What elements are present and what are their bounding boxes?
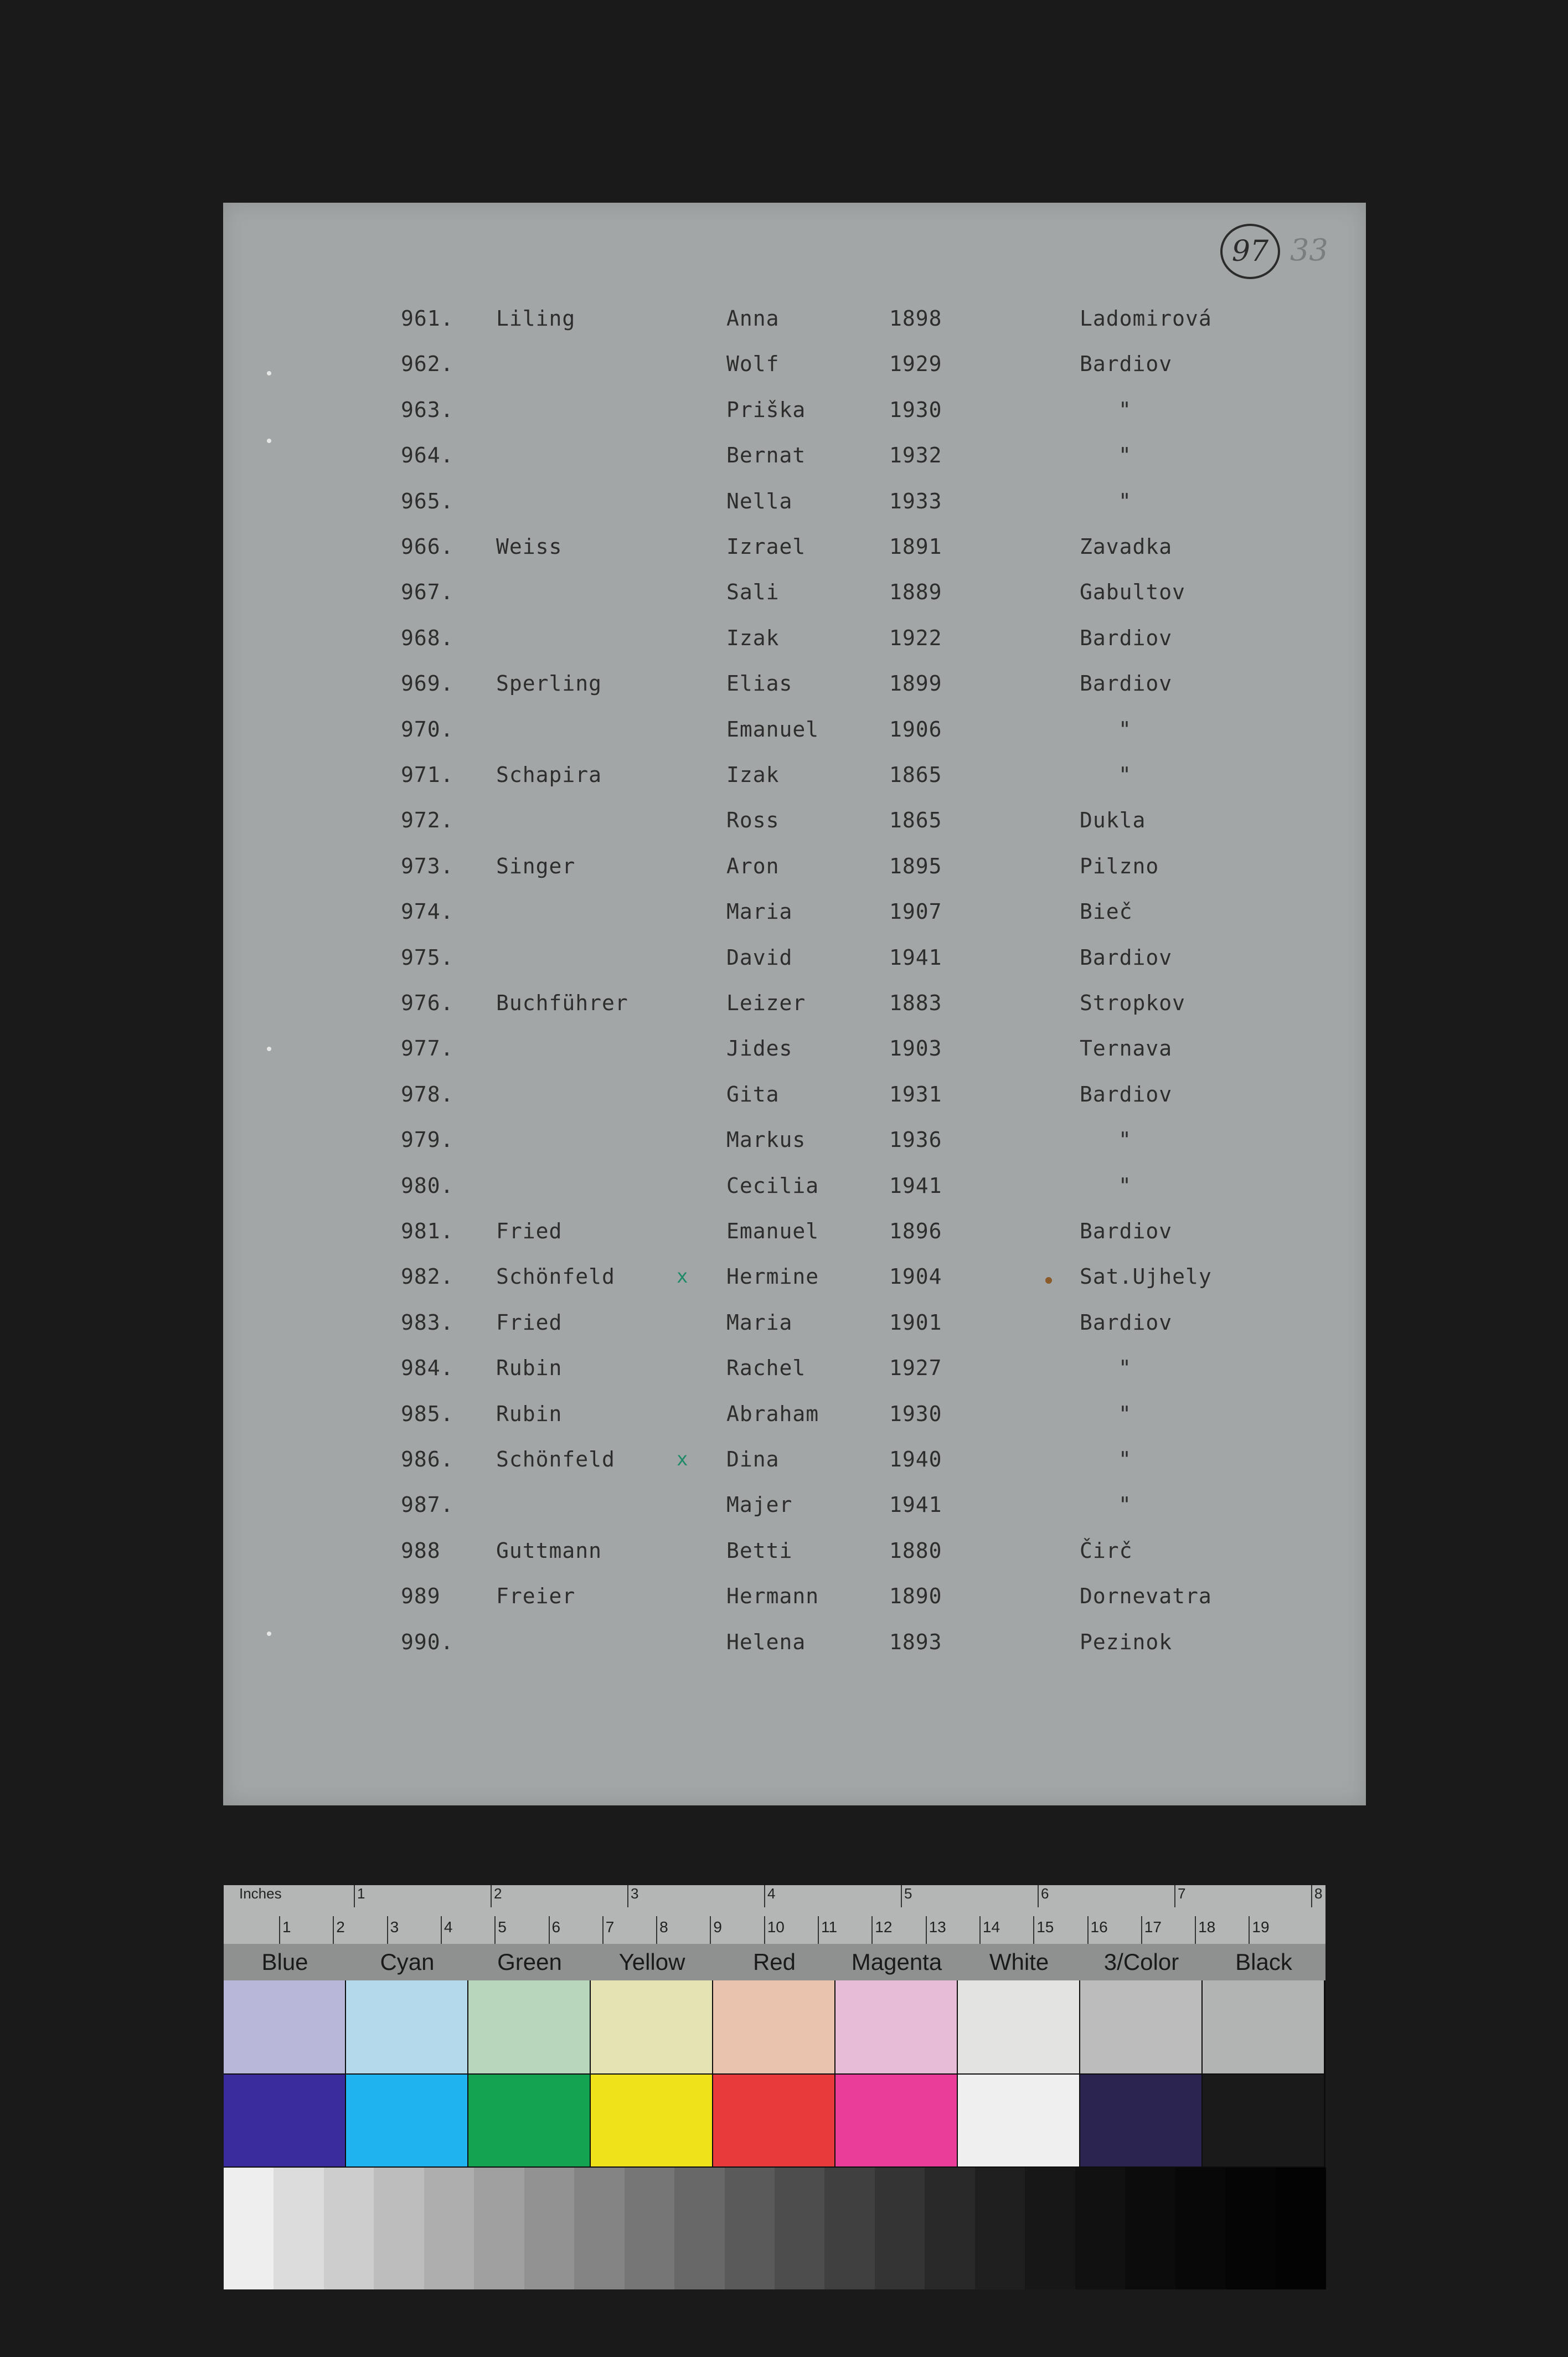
surname: Buchführer bbox=[496, 991, 628, 1015]
birth-place: Sat.Ujhely bbox=[1080, 1264, 1212, 1289]
first-name: David bbox=[726, 945, 793, 970]
color-patch-dark bbox=[713, 2075, 834, 2166]
ruler-tick bbox=[656, 1916, 657, 1944]
table-row bbox=[0, 1488, 1568, 1521]
table-row bbox=[0, 1123, 1568, 1156]
ruler-inch-label: 6 bbox=[1041, 1885, 1049, 1902]
birth-year: 1929 bbox=[889, 352, 942, 377]
ruler-cm-label: 7 bbox=[605, 1918, 615, 1936]
grayscale-step bbox=[1075, 2168, 1126, 2289]
surname: Guttmann bbox=[496, 1538, 602, 1563]
birth-year: 1889 bbox=[889, 580, 942, 605]
entry-number: 974. bbox=[401, 899, 454, 924]
entry-number: 988 bbox=[401, 1538, 441, 1563]
color-patch-dark bbox=[958, 2075, 1079, 2166]
table-row bbox=[0, 986, 1568, 1020]
entry-number: 977. bbox=[401, 1036, 454, 1061]
ruler-tick bbox=[979, 1916, 981, 1944]
surname: Rubin bbox=[496, 1356, 563, 1381]
grayscale-step bbox=[674, 2168, 725, 2289]
grayscale-step bbox=[625, 2168, 675, 2289]
ruler-cm-label: 9 bbox=[713, 1918, 722, 1936]
ruler-cm-label: 1 bbox=[282, 1918, 291, 1936]
grayscale-step bbox=[424, 2168, 474, 2289]
color-patch-light bbox=[224, 1980, 345, 2073]
ruler-cm-label: 5 bbox=[498, 1918, 507, 1936]
birth-place: Zavadka bbox=[1080, 534, 1173, 559]
birth-place: " bbox=[1118, 397, 1132, 422]
birth-place: Pezinok bbox=[1080, 1629, 1173, 1654]
ruler-cm-label: 8 bbox=[659, 1918, 668, 1936]
ruler-cm-label: 4 bbox=[443, 1918, 453, 1936]
ruler-cm-label: 16 bbox=[1090, 1918, 1108, 1936]
first-name: Priška bbox=[726, 397, 806, 422]
birth-place: Bardiov bbox=[1080, 1219, 1173, 1243]
birth-place: " bbox=[1118, 717, 1132, 742]
entry-number: 984. bbox=[401, 1356, 454, 1381]
grayscale-step bbox=[324, 2168, 374, 2289]
table-row bbox=[0, 1579, 1568, 1613]
ruler-tick bbox=[491, 1885, 492, 1907]
ruler-tick bbox=[764, 1885, 765, 1907]
first-name: Wolf bbox=[726, 352, 780, 377]
ruler-tick bbox=[279, 1916, 280, 1944]
table-row bbox=[0, 1078, 1568, 1111]
grayscale-step bbox=[875, 2168, 925, 2289]
ruler-tick bbox=[871, 1916, 873, 1944]
first-name: Maria bbox=[726, 899, 793, 924]
table-row bbox=[0, 347, 1568, 380]
birth-year: 1922 bbox=[889, 625, 942, 650]
color-patch-light bbox=[835, 1980, 957, 2073]
birth-place: Dukla bbox=[1080, 808, 1146, 833]
ruler-tick bbox=[901, 1885, 902, 1907]
patch-label: Black bbox=[1235, 1949, 1292, 1975]
birth-place: Pilzno bbox=[1080, 853, 1159, 878]
birth-year: 1932 bbox=[889, 443, 942, 468]
birth-year: 1891 bbox=[889, 534, 942, 559]
entry-number: 962. bbox=[401, 352, 454, 377]
first-name: Hermann bbox=[726, 1584, 819, 1609]
entry-number: 972. bbox=[401, 808, 454, 833]
first-name: Helena bbox=[726, 1629, 806, 1654]
birth-year: 1890 bbox=[889, 1584, 942, 1609]
grayscale-step bbox=[1276, 2168, 1326, 2289]
entry-number: 978. bbox=[401, 1082, 454, 1107]
entry-number: 986. bbox=[401, 1447, 454, 1471]
entry-number: 987. bbox=[401, 1493, 454, 1517]
grayscale-step bbox=[775, 2168, 825, 2289]
entry-number: 973. bbox=[401, 853, 454, 878]
grayscale-step bbox=[975, 2168, 1025, 2289]
grayscale-step bbox=[224, 2168, 274, 2289]
ruler-cm-label: 19 bbox=[1252, 1918, 1270, 1936]
table-row bbox=[0, 575, 1568, 609]
ruler-cm-label: 13 bbox=[929, 1918, 946, 1936]
surname: Freier bbox=[496, 1584, 576, 1609]
first-name: Ross bbox=[726, 808, 780, 833]
table-row bbox=[0, 1443, 1568, 1476]
ruler-cm-label: 17 bbox=[1144, 1918, 1162, 1936]
birth-place: " bbox=[1118, 1447, 1132, 1471]
grayscale-step bbox=[925, 2168, 975, 2289]
ruler-tick bbox=[1033, 1916, 1034, 1944]
color-patch-dark bbox=[468, 2075, 590, 2166]
ruler-tick bbox=[1087, 1916, 1089, 1944]
birth-year: 1899 bbox=[889, 671, 942, 696]
color-patch-dark bbox=[1203, 2075, 1324, 2166]
birth-year: 1941 bbox=[889, 1493, 942, 1517]
table-row bbox=[0, 530, 1568, 563]
ruler-cm-label: 18 bbox=[1198, 1918, 1216, 1936]
ruler-tick bbox=[602, 1916, 604, 1944]
table-row bbox=[0, 804, 1568, 837]
birth-place: Bardiov bbox=[1080, 625, 1173, 650]
ruler-tick bbox=[333, 1916, 334, 1944]
birth-year: 1927 bbox=[889, 1356, 942, 1381]
entry-number: 966. bbox=[401, 534, 454, 559]
color-patch-dark bbox=[835, 2075, 957, 2166]
color-patch-light bbox=[958, 1980, 1079, 2073]
grayscale-step bbox=[274, 2168, 324, 2289]
ruler-tick bbox=[1174, 1885, 1175, 1907]
birth-place: Bieč bbox=[1080, 899, 1133, 924]
table-row bbox=[0, 758, 1568, 791]
ruler-inch-label: 5 bbox=[904, 1885, 912, 1902]
color-patch-light bbox=[713, 1980, 834, 2073]
ruler-cm-label: 3 bbox=[390, 1918, 399, 1936]
birth-place: " bbox=[1118, 1401, 1132, 1426]
birth-year: 1898 bbox=[889, 306, 942, 331]
ruler-cm-label: 11 bbox=[821, 1918, 838, 1936]
first-name: Aron bbox=[726, 853, 780, 878]
patch-names bbox=[224, 1944, 1325, 1980]
first-name: Izak bbox=[726, 625, 780, 650]
grayscale-step bbox=[725, 2168, 775, 2289]
grayscale-step bbox=[374, 2168, 424, 2289]
first-name: Nella bbox=[726, 488, 793, 513]
birth-place: Čirč bbox=[1080, 1538, 1133, 1563]
birth-place: Bardiov bbox=[1080, 1082, 1173, 1107]
color-patch-dark bbox=[591, 2075, 712, 2166]
table-row bbox=[0, 1351, 1568, 1385]
patch-label: Yellow bbox=[618, 1949, 685, 1975]
ruler-tick bbox=[1038, 1885, 1039, 1907]
color-patch-light bbox=[591, 1980, 712, 2073]
birth-place: Ternava bbox=[1080, 1036, 1173, 1061]
patch-label: Blue bbox=[261, 1949, 308, 1975]
birth-year: 1901 bbox=[889, 1310, 942, 1335]
birth-place: " bbox=[1118, 1173, 1132, 1198]
color-patch-dark bbox=[346, 2075, 467, 2166]
entry-number: 976. bbox=[401, 991, 454, 1015]
surname: Liling bbox=[496, 306, 576, 331]
birth-year: 1865 bbox=[889, 763, 942, 787]
birth-year: 1906 bbox=[889, 717, 942, 742]
entry-number: 975. bbox=[401, 945, 454, 970]
birth-place: Bardiov bbox=[1080, 1310, 1173, 1335]
birth-place: " bbox=[1118, 443, 1132, 468]
first-name: Gita bbox=[726, 1082, 780, 1107]
ruler-tick bbox=[926, 1916, 927, 1944]
entry-number: 971. bbox=[401, 763, 454, 787]
birth-year: 1941 bbox=[889, 945, 942, 970]
entry-number: 989 bbox=[401, 1584, 441, 1609]
color-patch-light bbox=[346, 1980, 467, 2073]
folio-struck-number: 33 bbox=[1290, 233, 1328, 267]
entry-number: 979. bbox=[401, 1128, 454, 1152]
table-row bbox=[0, 485, 1568, 518]
patch-label: Green bbox=[497, 1949, 562, 1975]
entry-number: 970. bbox=[401, 717, 454, 742]
surname: Singer bbox=[496, 853, 576, 878]
surname: Sperling bbox=[496, 671, 602, 696]
table-row bbox=[0, 713, 1568, 746]
ruler bbox=[224, 1885, 1325, 1945]
grayscale-step bbox=[824, 2168, 875, 2289]
patch-label: Magenta bbox=[851, 1949, 942, 1975]
ruler-tick bbox=[1249, 1916, 1250, 1944]
patch-label: Red bbox=[752, 1949, 796, 1975]
birth-place: Bardiov bbox=[1080, 671, 1173, 696]
table-row bbox=[0, 1214, 1568, 1248]
table-row bbox=[0, 1625, 1568, 1659]
entry-number: 961. bbox=[401, 306, 454, 331]
entry-number: 965. bbox=[401, 488, 454, 513]
entry-number: 983. bbox=[401, 1310, 454, 1335]
birth-year: 1941 bbox=[889, 1173, 942, 1198]
birth-year: 1904 bbox=[889, 1264, 942, 1289]
ruler-tick bbox=[441, 1916, 442, 1944]
table-row bbox=[0, 302, 1568, 335]
entry-number: 985. bbox=[401, 1401, 454, 1426]
birth-year: 1865 bbox=[889, 808, 942, 833]
birth-year: 1930 bbox=[889, 397, 942, 422]
ruler-tick bbox=[354, 1885, 355, 1907]
first-name: Izak bbox=[726, 763, 780, 787]
first-name: Markus bbox=[726, 1128, 806, 1152]
birth-place: Stropkov bbox=[1080, 991, 1186, 1015]
patch-label: White bbox=[989, 1949, 1049, 1975]
surname: Fried bbox=[496, 1219, 563, 1243]
table-row bbox=[0, 850, 1568, 883]
ruler-inch-label: 8 bbox=[1314, 1885, 1323, 1902]
entry-number: 980. bbox=[401, 1173, 454, 1198]
ruler-tick bbox=[1311, 1885, 1312, 1907]
first-name: Betti bbox=[726, 1538, 793, 1563]
birth-place: " bbox=[1118, 1128, 1132, 1152]
birth-place: " bbox=[1118, 1493, 1132, 1517]
surname: Fried bbox=[496, 1310, 563, 1335]
color-patch-light bbox=[468, 1980, 590, 2073]
birth-place: " bbox=[1118, 1356, 1132, 1381]
ruler-tick bbox=[1195, 1916, 1196, 1944]
first-name: Dina bbox=[726, 1447, 780, 1471]
birth-year: 1907 bbox=[889, 899, 942, 924]
birth-place: Gabultov bbox=[1080, 580, 1186, 605]
ruler-inch-label: 1 bbox=[357, 1885, 365, 1902]
ruler-tick bbox=[627, 1885, 628, 1907]
first-name: Hermine bbox=[726, 1264, 819, 1289]
birth-year: 1933 bbox=[889, 488, 942, 513]
birth-place: Dornevatra bbox=[1080, 1584, 1212, 1609]
first-name: Anna bbox=[726, 306, 780, 331]
surname: Schapira bbox=[496, 763, 602, 787]
table-row bbox=[0, 895, 1568, 928]
surname: Weiss bbox=[496, 534, 563, 559]
birth-year: 1936 bbox=[889, 1128, 942, 1152]
first-name: Bernat bbox=[726, 443, 806, 468]
color-target bbox=[224, 1885, 1325, 2289]
table-row bbox=[0, 1260, 1568, 1293]
ruler-cm-label: 12 bbox=[875, 1918, 893, 1936]
grayscale-step bbox=[1125, 2168, 1175, 2289]
birth-place: " bbox=[1118, 488, 1132, 513]
birth-year: 1903 bbox=[889, 1036, 942, 1061]
ruler-tick bbox=[1141, 1916, 1142, 1944]
birth-year: 1896 bbox=[889, 1219, 942, 1243]
birth-place: " bbox=[1118, 763, 1132, 787]
table-row bbox=[0, 393, 1568, 426]
first-name: Jides bbox=[726, 1036, 793, 1061]
ruler-inch-label: 2 bbox=[494, 1885, 502, 1902]
first-name: Majer bbox=[726, 1493, 793, 1517]
surname: Schönfeld bbox=[496, 1447, 615, 1471]
grayscale-step bbox=[1025, 2168, 1075, 2289]
birth-year: 1895 bbox=[889, 853, 942, 878]
entry-number: 981. bbox=[401, 1219, 454, 1243]
folio-number: 97 bbox=[1220, 224, 1280, 279]
first-name: Sali bbox=[726, 580, 780, 605]
birth-year: 1930 bbox=[889, 1401, 942, 1426]
birth-year: 1940 bbox=[889, 1447, 942, 1471]
birth-place: Ladomirová bbox=[1080, 306, 1212, 331]
check-mark: x bbox=[677, 1448, 689, 1470]
patch-label: Cyan bbox=[380, 1949, 435, 1975]
entry-number: 963. bbox=[401, 397, 454, 422]
grayscale-step bbox=[1175, 2168, 1226, 2289]
table-row bbox=[0, 621, 1568, 655]
birth-year: 1880 bbox=[889, 1538, 942, 1563]
check-mark: x bbox=[677, 1265, 689, 1288]
ruler-tick bbox=[387, 1916, 388, 1944]
first-name: Leizer bbox=[726, 991, 806, 1015]
ruler-cm-label: 15 bbox=[1036, 1918, 1054, 1936]
birth-place: Bardiov bbox=[1080, 352, 1173, 377]
entry-number: 969. bbox=[401, 671, 454, 696]
surname: Schönfeld bbox=[496, 1264, 615, 1289]
surname: Rubin bbox=[496, 1401, 563, 1426]
ruler-inch-label: 4 bbox=[767, 1885, 776, 1902]
ruler-tick bbox=[494, 1916, 496, 1944]
birth-year: 1893 bbox=[889, 1629, 942, 1654]
first-name: Cecilia bbox=[726, 1173, 819, 1198]
color-patch-dark bbox=[1080, 2075, 1201, 2166]
patch-label: 3/Color bbox=[1103, 1949, 1179, 1975]
ruler-tick bbox=[764, 1916, 765, 1944]
first-name: Rachel bbox=[726, 1356, 806, 1381]
grayscale-step bbox=[524, 2168, 575, 2289]
birth-year: 1883 bbox=[889, 991, 942, 1015]
entry-number: 967. bbox=[401, 580, 454, 605]
ruler-tick bbox=[549, 1916, 550, 1944]
table-row bbox=[0, 1169, 1568, 1202]
first-name: Abraham bbox=[726, 1401, 819, 1426]
color-patch-dark bbox=[224, 2075, 345, 2166]
entry-number: 982. bbox=[401, 1264, 454, 1289]
color-patch-light bbox=[1203, 1980, 1324, 2073]
entry-number: 968. bbox=[401, 625, 454, 650]
ruler-cm-label: 10 bbox=[767, 1918, 785, 1936]
table-row bbox=[0, 439, 1568, 472]
birth-place: Bardiov bbox=[1080, 945, 1173, 970]
ruler-inch-label: 7 bbox=[1178, 1885, 1186, 1902]
ruler-inch-label: 3 bbox=[631, 1885, 639, 1902]
first-name: Elias bbox=[726, 671, 793, 696]
table-row bbox=[0, 1397, 1568, 1430]
first-name: Maria bbox=[726, 1310, 793, 1335]
table-row bbox=[0, 1306, 1568, 1339]
color-patch-light bbox=[1080, 1980, 1201, 2073]
table-row bbox=[0, 1032, 1568, 1065]
first-name: Emanuel bbox=[726, 717, 819, 742]
grayscale-step bbox=[1225, 2168, 1276, 2289]
ruler-cm-label: 2 bbox=[336, 1918, 345, 1936]
entry-number: 990. bbox=[401, 1629, 454, 1654]
birth-year: 1931 bbox=[889, 1082, 942, 1107]
first-name: Emanuel bbox=[726, 1219, 819, 1243]
ruler-tick bbox=[818, 1916, 819, 1944]
first-name: Izrael bbox=[726, 534, 806, 559]
ruler-label: Inches bbox=[239, 1885, 282, 1902]
table-row bbox=[0, 941, 1568, 974]
grayscale-step bbox=[574, 2168, 625, 2289]
entry-number: 964. bbox=[401, 443, 454, 468]
table-row bbox=[0, 667, 1568, 700]
table-row bbox=[0, 1534, 1568, 1567]
ruler-cm-label: 14 bbox=[982, 1918, 1000, 1936]
ruler-cm-label: 6 bbox=[551, 1918, 561, 1936]
grayscale-step bbox=[474, 2168, 524, 2289]
ruler-tick bbox=[710, 1916, 711, 1944]
